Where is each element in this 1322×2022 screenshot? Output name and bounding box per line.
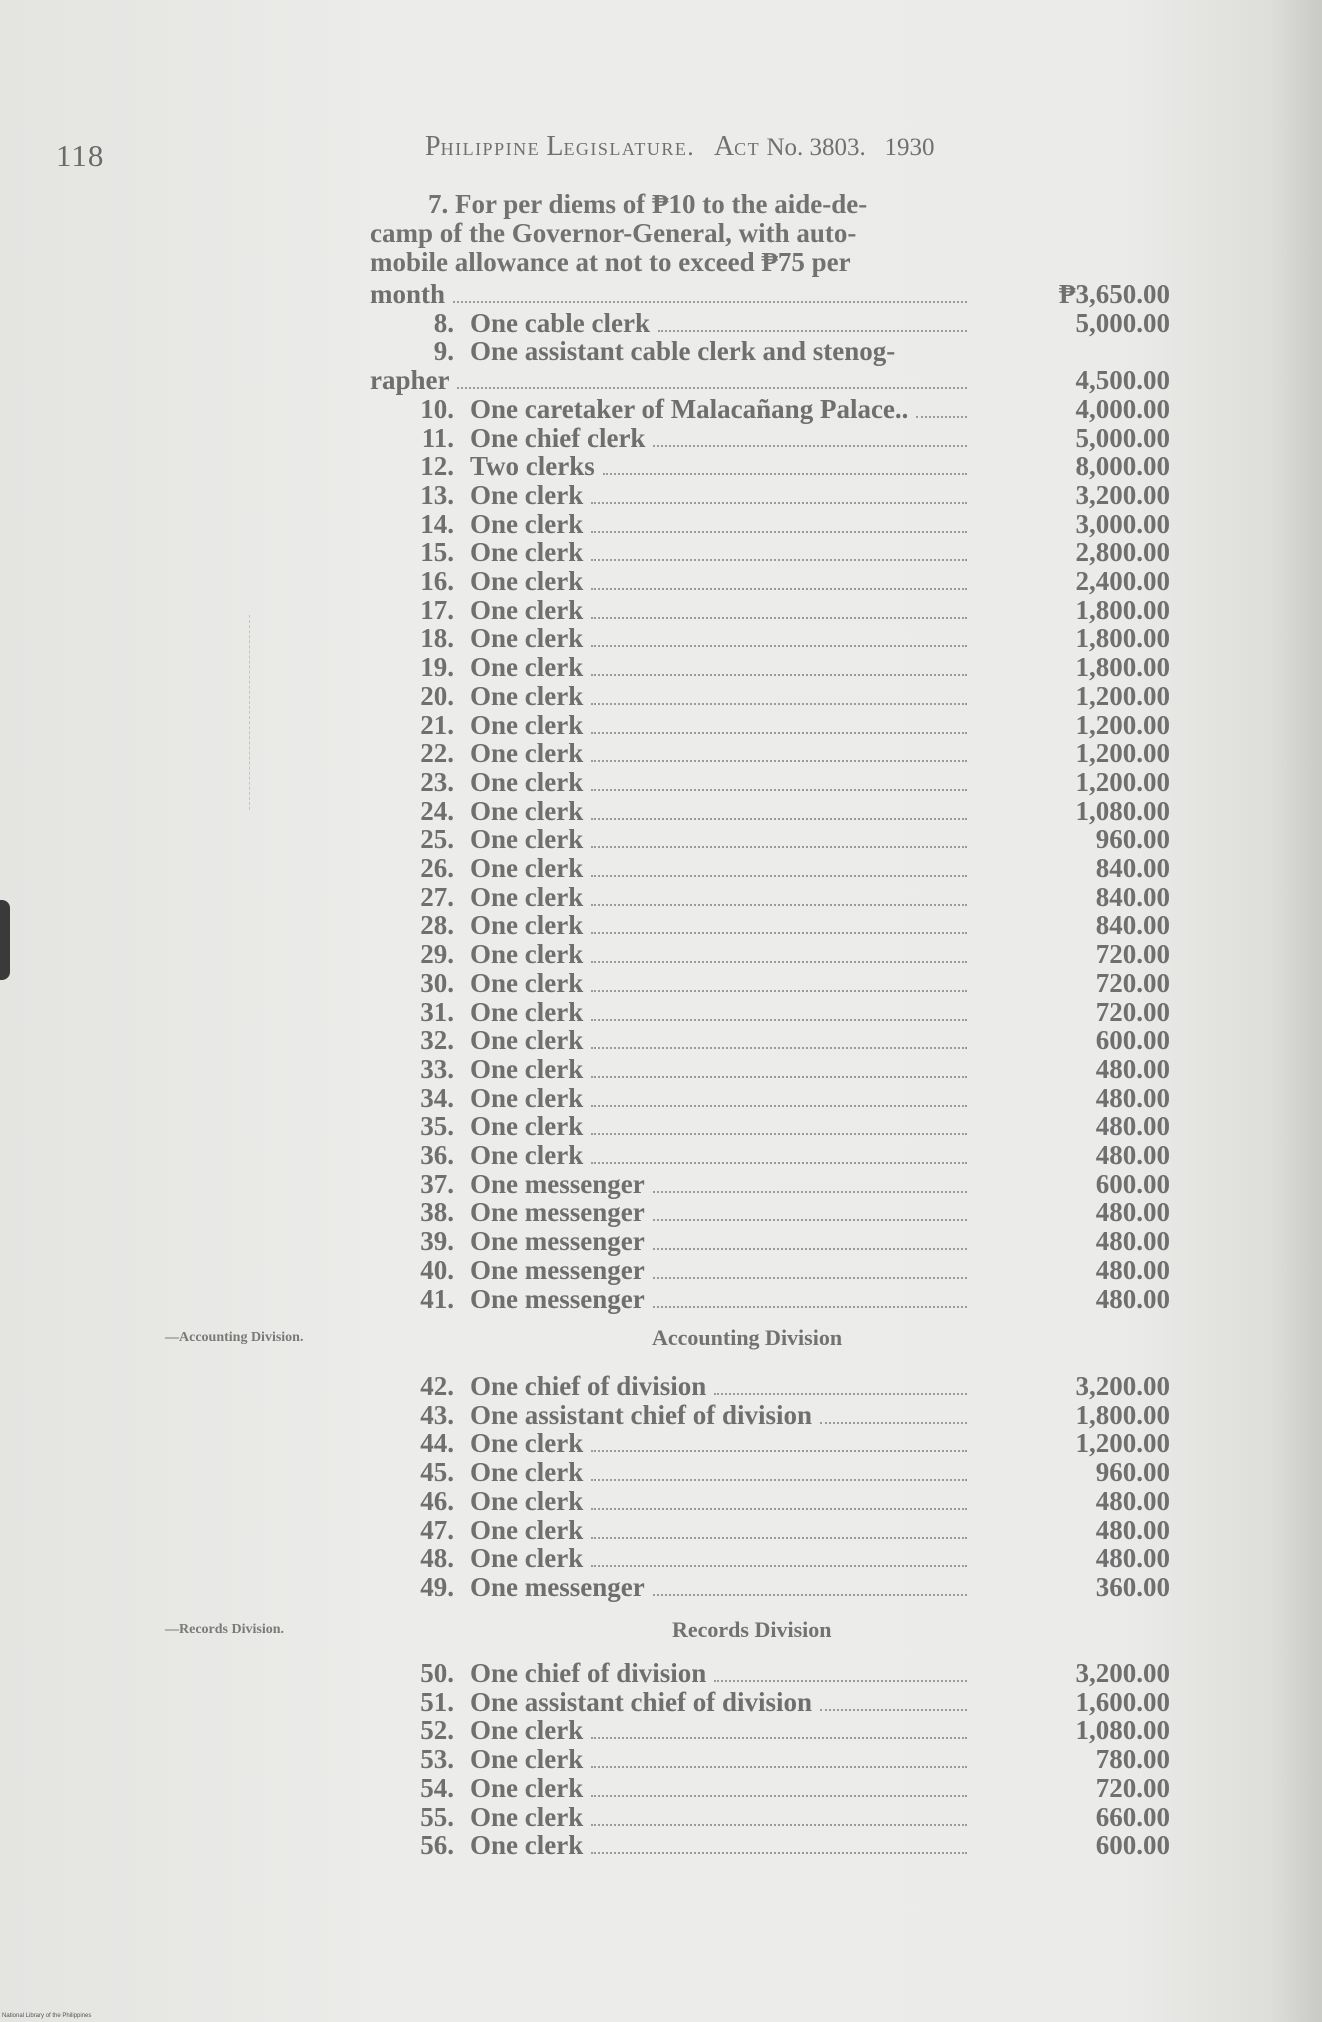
item-label: One assistant chief of division (470, 1399, 813, 1430)
item-number: 17. (420, 594, 454, 625)
item-number: 33. (420, 1053, 454, 1084)
footer-credit: National Library of the Philippines (2, 2013, 92, 2019)
item-label: One clerk (470, 881, 584, 912)
dot-leader (653, 445, 967, 447)
item-label: One messenger (470, 1283, 645, 1314)
item-amount: 3,000.00 (1075, 508, 1170, 539)
line-item (0, 1803, 1322, 1831)
line-item (0, 1544, 1322, 1572)
item-label: One clerk (470, 1140, 584, 1170)
item-label: One clerk (470, 1514, 584, 1545)
item-label: One assistant cable clerk and stenog- (470, 336, 896, 367)
running-head-act-number: No. 3803. (766, 134, 866, 161)
item-label: One clerk (470, 623, 584, 654)
item-amount: 1,800.00 (1075, 652, 1170, 683)
line-item (0, 1112, 1322, 1140)
line-item (0, 940, 1322, 968)
dot-leader (591, 1737, 967, 1739)
item-number: 34. (420, 1082, 454, 1113)
dot-leader (591, 1019, 967, 1021)
running-head-philippine: hilippine (440, 134, 541, 161)
item-number: 52. (420, 1715, 454, 1746)
item-amount: 480.00 (1095, 1283, 1170, 1314)
item-label: One clerk (470, 1053, 584, 1084)
item-label: One clerk (470, 479, 584, 510)
item-number: 13. (420, 479, 454, 510)
item-number: 47. (420, 1514, 454, 1545)
item-number: 29. (420, 939, 454, 970)
item-number: 10. (420, 393, 454, 424)
item-label: One clerk (470, 652, 584, 683)
dot-leader (820, 1709, 967, 1711)
item-number: 12. (420, 451, 454, 482)
item-amount: 1,200.00 (1075, 680, 1170, 711)
item-number: 46. (420, 1485, 454, 1516)
item-label: One clerk (470, 1830, 584, 1861)
item-label: One clerk (470, 939, 584, 970)
dot-leader (714, 1393, 967, 1395)
item-label: One clerk (470, 1082, 584, 1113)
dot-leader (591, 1766, 967, 1768)
dot-leader (714, 1680, 967, 1682)
item-number: 26. (420, 853, 454, 883)
line-item (0, 624, 1322, 652)
item-label: One clerk (470, 1801, 584, 1832)
line-item (0, 1026, 1322, 1054)
running-head-year: 1930 (884, 134, 935, 161)
item-number: 19. (420, 652, 454, 683)
item-amount: 480.00 (1095, 1226, 1170, 1257)
dot-leader (591, 990, 967, 992)
item-number: 49. (420, 1571, 454, 1602)
line-item (0, 1487, 1322, 1515)
item-amount: 720.00 (1095, 939, 1170, 970)
item-amount: 4,000.00 (1075, 393, 1170, 424)
dot-leader (591, 904, 967, 906)
item-number: 51. (420, 1686, 454, 1717)
line-item (0, 1745, 1322, 1773)
line-item (0, 481, 1322, 509)
intro-line: camp of the Governor-General, with auto- (370, 218, 857, 248)
item-amount: 660.00 (1095, 1801, 1170, 1832)
item-amount: 480.00 (1095, 1254, 1170, 1285)
line-item (0, 510, 1322, 538)
item-amount: 480.00 (1095, 1514, 1170, 1545)
item-label: One clerk (470, 508, 584, 539)
item-amount: 780.00 (1095, 1744, 1170, 1775)
dot-leader (591, 588, 967, 590)
item-amount: 600.00 (1095, 1168, 1170, 1199)
dot-leader (653, 1191, 967, 1193)
line-item (0, 1688, 1322, 1716)
item-number: 27. (420, 881, 454, 912)
item-label: One clerk (470, 1428, 584, 1459)
item-amount: 1,080.00 (1075, 1715, 1170, 1746)
item-amount: 1,800.00 (1075, 1399, 1170, 1430)
item-amount: 600.00 (1095, 1025, 1170, 1056)
item-label: One messenger (470, 1226, 645, 1257)
dot-leader (653, 1277, 967, 1279)
dot-leader (653, 1219, 967, 1221)
item-number: 48. (420, 1543, 454, 1574)
item-label: One chief of division (470, 1658, 707, 1688)
item-label: One messenger (470, 1168, 645, 1199)
line-item (0, 596, 1322, 624)
line-item (0, 1831, 1322, 1859)
item-label: One clerk (470, 1485, 584, 1516)
dot-leader (653, 1594, 967, 1596)
item-label: month (370, 279, 446, 309)
line-item (0, 309, 1322, 337)
item-number: 44. (420, 1428, 454, 1459)
line-item (0, 1516, 1322, 1544)
item-label: One messenger (470, 1254, 645, 1285)
item-label: One clerk (470, 853, 584, 883)
dot-leader (591, 645, 967, 647)
line-item (0, 366, 1322, 394)
running-head-a: A (713, 131, 735, 162)
item-number: 32. (420, 1025, 454, 1056)
line-item (0, 1659, 1322, 1687)
line-item (0, 1372, 1322, 1400)
item-amount: 480.00 (1095, 1053, 1170, 1084)
intro-line: mobile allowance at not to exceed ₱75 per (370, 247, 851, 277)
dot-leader (591, 846, 967, 848)
item-label: One clerk (470, 738, 584, 769)
item-number: 9. (433, 336, 454, 367)
item-number: 36. (420, 1140, 454, 1170)
line-item (0, 768, 1322, 796)
item-amount: 1,200.00 (1075, 766, 1170, 797)
dot-leader (453, 301, 967, 303)
dot-leader (653, 1306, 967, 1308)
line-item (0, 1198, 1322, 1226)
item-amount: 600.00 (1095, 1830, 1170, 1861)
item-amount: 480.00 (1095, 1082, 1170, 1113)
item-amount: 8,000.00 (1075, 451, 1170, 482)
item-amount: 3,200.00 (1075, 1371, 1170, 1401)
line-item (0, 1429, 1322, 1457)
item-amount: 4,500.00 (1075, 365, 1170, 396)
running-head-act: ct (734, 134, 761, 161)
item-amount: 1,200.00 (1075, 738, 1170, 769)
item-number: 38. (420, 1197, 454, 1228)
item-label: One chief of division (470, 1371, 707, 1401)
item-amount: 1,080.00 (1075, 795, 1170, 826)
item-amount: 480.00 (1095, 1197, 1170, 1228)
item-amount: 5,000.00 (1075, 422, 1170, 453)
item-amount: 2,800.00 (1075, 537, 1170, 568)
line-item (0, 711, 1322, 739)
dot-leader (591, 703, 967, 705)
item-amount: 480.00 (1095, 1140, 1170, 1170)
dot-leader (591, 502, 967, 504)
line-item (0, 1401, 1322, 1429)
item-number: 39. (420, 1226, 454, 1257)
margin-note-records: —Records Division. (165, 1622, 284, 1637)
line-item (0, 1084, 1322, 1112)
item-amount: 720.00 (1095, 996, 1170, 1027)
line-item (0, 1573, 1322, 1601)
item-label: One clerk (470, 1772, 584, 1803)
item-number: 28. (420, 910, 454, 941)
item-amount: 720.00 (1095, 967, 1170, 998)
item-number: 41. (420, 1283, 454, 1314)
dot-leader (591, 789, 967, 791)
running-head-p: P (425, 131, 441, 162)
item-label: One clerk (470, 766, 584, 797)
item-number: 55. (420, 1801, 454, 1832)
item-number: 30. (420, 967, 454, 998)
item-label: One clerk (470, 1111, 584, 1142)
item-number: 40. (420, 1254, 454, 1285)
dot-leader (591, 1076, 967, 1078)
item-number: 24. (420, 795, 454, 826)
item-label: One clerk (470, 795, 584, 826)
line-item (0, 911, 1322, 939)
item-number: 8. (433, 307, 454, 338)
dot-leader (591, 760, 967, 762)
item-label: One clerk (470, 996, 584, 1027)
item-amount: 1,200.00 (1075, 1428, 1170, 1459)
intro-line: 7. For per diems of ₱10 to the aide-de- (428, 189, 868, 219)
line-item (0, 653, 1322, 681)
dot-leader (916, 416, 967, 418)
item-number: 23. (420, 766, 454, 797)
item-number: 50. (420, 1658, 454, 1688)
line-item (0, 538, 1322, 566)
section-heading-records: Records Division (672, 1617, 832, 1642)
item-label: One clerk (470, 1715, 584, 1746)
item-label: One clerk (470, 1744, 584, 1775)
item-label: One cable clerk (470, 307, 650, 338)
item-number: 21. (420, 709, 454, 740)
dot-leader (591, 1565, 967, 1567)
item-label: One clerk (470, 1457, 584, 1488)
line-item (0, 883, 1322, 911)
line-item (0, 1716, 1322, 1744)
item-amount: 840.00 (1095, 881, 1170, 912)
dot-leader (591, 1537, 967, 1539)
dot-leader (591, 1479, 967, 1481)
item-number: 35. (420, 1111, 454, 1142)
line-item (0, 998, 1322, 1026)
item-number: 37. (420, 1168, 454, 1199)
dot-leader (591, 961, 967, 963)
item-number: 14. (420, 508, 454, 539)
line-item (0, 969, 1322, 997)
line-item (0, 1227, 1322, 1255)
dot-leader (820, 1422, 967, 1424)
dot-leader (591, 1133, 967, 1135)
dot-leader (658, 330, 967, 332)
line-item (0, 280, 1322, 308)
item-label: One chief clerk (470, 422, 646, 453)
item-amount: ₱3,650.00 (1059, 279, 1170, 309)
item-label: One clerk (470, 910, 584, 941)
item-label: One clerk (470, 680, 584, 711)
item-amount: 3,200.00 (1075, 1658, 1170, 1688)
item-amount: 840.00 (1095, 910, 1170, 941)
item-number: 15. (420, 537, 454, 568)
dot-leader (603, 473, 967, 475)
line-item (0, 1055, 1322, 1083)
running-head (425, 131, 935, 163)
item-label: One clerk (470, 594, 584, 625)
item-label: One messenger (470, 1571, 645, 1602)
line-item (0, 395, 1322, 423)
item-number: 22. (420, 738, 454, 769)
dot-leader (591, 1852, 967, 1854)
running-head-legislature: egislature. (563, 134, 696, 161)
dot-leader (591, 1105, 967, 1107)
line-item (0, 452, 1322, 480)
item-label: One clerk (470, 537, 584, 568)
item-number: 43. (420, 1399, 454, 1430)
item-label: One caretaker of Malacañang Palace.. (470, 393, 909, 424)
item-amount: 840.00 (1095, 853, 1170, 883)
item-amount: 960.00 (1095, 824, 1170, 855)
item-number: 42. (420, 1371, 454, 1401)
item-number: 16. (420, 566, 454, 596)
line-item (0, 825, 1322, 853)
dot-leader (591, 674, 967, 676)
line-item (0, 797, 1322, 825)
dot-leader (591, 1450, 967, 1452)
item-amount: 1,200.00 (1075, 709, 1170, 740)
item-label: One clerk (470, 967, 584, 998)
dot-leader (591, 818, 967, 820)
dot-leader (591, 1508, 967, 1510)
item-number: 18. (420, 623, 454, 654)
dot-leader (591, 732, 967, 734)
item-number: 54. (420, 1772, 454, 1803)
item-label: One messenger (470, 1197, 645, 1228)
running-head-l: L (546, 131, 564, 162)
item-number: 20. (420, 680, 454, 711)
line-item (0, 739, 1322, 767)
item-amount: 960.00 (1095, 1457, 1170, 1488)
dot-leader (591, 531, 967, 533)
item-number: 31. (420, 996, 454, 1027)
line-item (0, 567, 1322, 595)
item-label: One clerk (470, 566, 584, 596)
line-item (0, 424, 1322, 452)
item-amount: 3,200.00 (1075, 479, 1170, 510)
item-number: 11. (421, 422, 454, 453)
item-amount: 360.00 (1095, 1571, 1170, 1602)
intro-paragraph (370, 190, 970, 277)
dot-leader (591, 617, 967, 619)
item-label: One assistant chief of division (470, 1686, 813, 1717)
line-item (0, 1256, 1322, 1284)
line-item (0, 1774, 1322, 1802)
item-amount: 2,400.00 (1075, 566, 1170, 596)
line-item (0, 682, 1322, 710)
line-item (0, 1141, 1322, 1169)
item-amount: 480.00 (1095, 1543, 1170, 1574)
line-item (0, 1285, 1322, 1313)
section-heading-accounting: Accounting Division (652, 1325, 843, 1350)
line-item (0, 854, 1322, 882)
line-item (0, 1458, 1322, 1486)
item-label: rapher (370, 365, 450, 396)
dot-leader (591, 1824, 967, 1826)
dot-leader (591, 1047, 967, 1049)
line-item (0, 1170, 1322, 1198)
item-label: One clerk (470, 1025, 584, 1056)
margin-note-accounting: —Accounting Division. (165, 1330, 304, 1345)
dot-leader (457, 387, 967, 389)
item-label: One clerk (470, 824, 584, 855)
item-number: 53. (420, 1744, 454, 1775)
item-amount: 5,000.00 (1075, 307, 1170, 338)
item-label: One clerk (470, 1543, 584, 1574)
dot-leader (653, 1248, 967, 1250)
item-number: 25. (420, 824, 454, 855)
dot-leader (591, 875, 967, 877)
item-amount: 480.00 (1095, 1111, 1170, 1142)
item-amount: 720.00 (1095, 1772, 1170, 1803)
dot-leader (591, 1162, 967, 1164)
item-amount: 1,800.00 (1075, 623, 1170, 654)
item-number: 56. (420, 1830, 454, 1861)
line-item (0, 337, 1322, 365)
dot-leader (591, 1795, 967, 1797)
item-amount: 480.00 (1095, 1485, 1170, 1516)
dot-leader (591, 932, 967, 934)
item-number: 45. (420, 1457, 454, 1488)
item-amount: 1,800.00 (1075, 594, 1170, 625)
item-label: Two clerks (470, 451, 595, 482)
dot-leader (591, 559, 967, 561)
page-number: 118 (56, 138, 105, 173)
item-amount: 1,600.00 (1075, 1686, 1170, 1717)
item-label: One clerk (470, 709, 584, 740)
